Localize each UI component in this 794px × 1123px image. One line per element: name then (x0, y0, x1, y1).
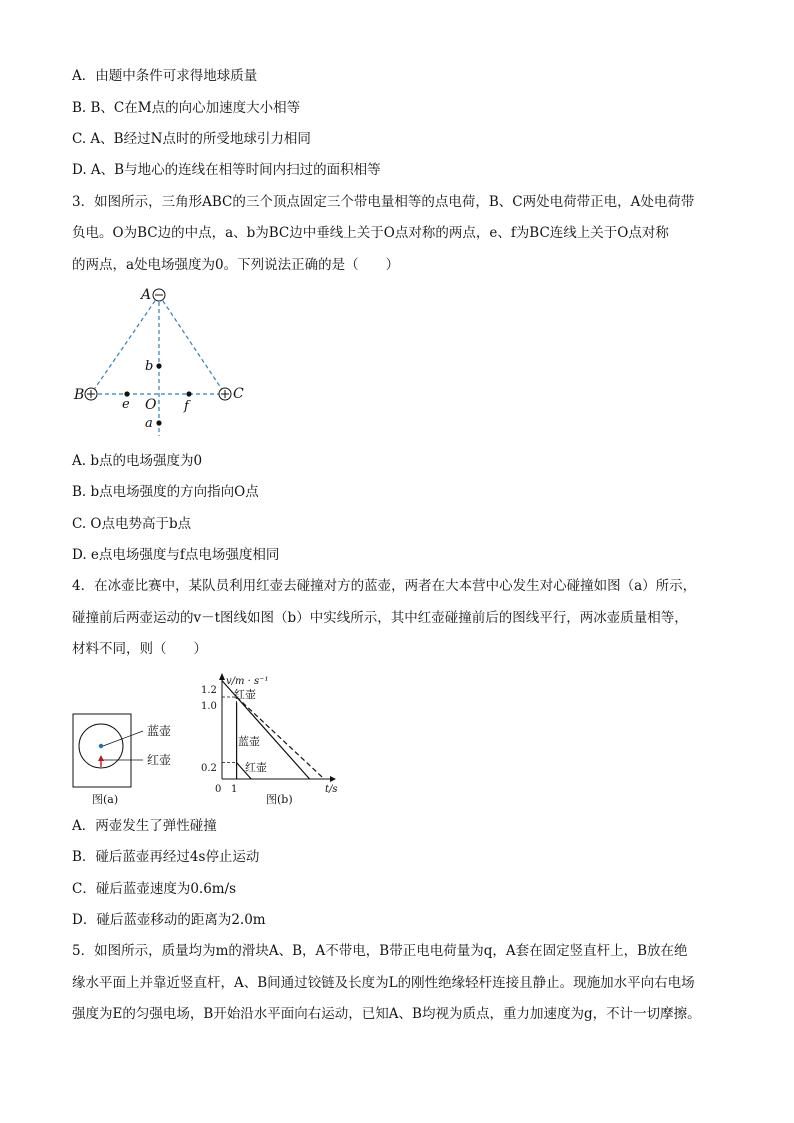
y-axis-arrow-icon (219, 673, 225, 680)
label-point-b: b (145, 359, 154, 374)
q5-stem-line-2: 缘水平面上并靠近竖直杆，A、B间通过铰链及长度为L的刚性绝缘轻杆连接且静止。现施加水平向右电场 (72, 975, 695, 991)
q2-option-d: D. A、B与地心的连线在相等时间内扫过的面积相等 (72, 162, 381, 178)
label-point-a: a (145, 416, 153, 431)
y-tick-1-0: 1.0 (201, 701, 217, 712)
q3-stem-line-3: 的两点，a处电场强度为0。下列说法正确的是（ ） (72, 257, 400, 273)
x-tick-0: 0 (215, 784, 222, 795)
q4-option-b: B．碰后蓝壶再经过4s停止运动 (72, 849, 260, 865)
y-tick-1-2: 1.2 (201, 685, 217, 696)
label-blue-stone: 蓝壶 (147, 724, 172, 738)
y-tick-0-2: 0.2 (201, 763, 217, 774)
figure-a-caption: 图(a) (92, 793, 119, 806)
q4-option-a: A．两壶发生了弹性碰撞 (72, 818, 217, 834)
label-red-stone: 红壶 (147, 753, 172, 767)
q5-stem-line-3: 强度为E的匀强电场，B开始沿水平面向右运动，已知A、B均视为质点，重力加速度为g，不计一切摩擦。 (72, 1006, 701, 1022)
q4-stem-line-2: 碰撞前后两壶运动的v－t图线如图（b）中实线所示，其中红壶碰撞前后的图线平行，两冰壶质量相等， (72, 610, 688, 626)
label-red-after: 红壶 (245, 761, 267, 774)
label-vertex-c: C (233, 386, 244, 402)
label-point-f: f (184, 399, 189, 414)
q4-option-d: D．碰后蓝壶移动的距离为2.0m (72, 912, 266, 928)
x-tick-1: 1 (231, 784, 238, 795)
q5-stem-line-1: 5．如图所示，质量均为m的滑块A、B，A不带电，B带正电电荷量为q，A套在固定竖直杆上，B放在绝 (72, 943, 688, 959)
q3-option-a: A. b点的电场强度为0 (72, 453, 203, 469)
q3-stem-line-2: 负电。O为BC边的中点，a、b为BC边中垂线上关于O点对称的两点，e、f为BC连线上关于O点对称 (72, 225, 669, 241)
q3-stem-line-1: 3．如图所示，三角形ABC的三个顶点固定三个带电量相等的点电荷，B、C两处电荷带正电，A处电荷带 (72, 194, 695, 210)
label-red-before: 红壶 (234, 688, 256, 701)
q4-option-c: C．碰后蓝壶速度为0.6m/s (72, 881, 237, 897)
x-axis-label: t/s (325, 784, 338, 795)
q4-stem-line-3: 材料不同，则（ ） (72, 641, 207, 657)
label-point-e: e (122, 397, 130, 412)
y-axis-label: v/m · s⁻¹ (226, 676, 269, 687)
q4-stem-line-1: 4．在冰壶比赛中，某队员利用红壶去碰撞对方的蓝壶，两者在大本营中心发生对心碰撞如图（a）所示， (72, 578, 697, 594)
x-axis-arrow-icon (330, 776, 336, 782)
q3-option-b: B. b点电场强度的方向指向O点 (72, 484, 259, 500)
figure-b-caption: 图(b) (266, 793, 293, 806)
q2-option-c: C. A、B经过N点时的所受地球引力相同 (72, 131, 311, 147)
label-blue-after: 蓝壶 (238, 735, 260, 748)
label-vertex-a: A (141, 287, 152, 303)
label-vertex-b: B (74, 387, 85, 403)
q2-option-b: B. B、C在M点的向心加速度大小相等 (72, 100, 301, 116)
q2-option-a: A．由题中条件可求得地球质量 (72, 68, 258, 84)
q3-option-d: D. e点电场强度与f点电场强度相同 (72, 547, 280, 563)
q3-option-c: C. O点电势高于b点 (72, 516, 192, 532)
label-point-o: O (145, 397, 157, 413)
